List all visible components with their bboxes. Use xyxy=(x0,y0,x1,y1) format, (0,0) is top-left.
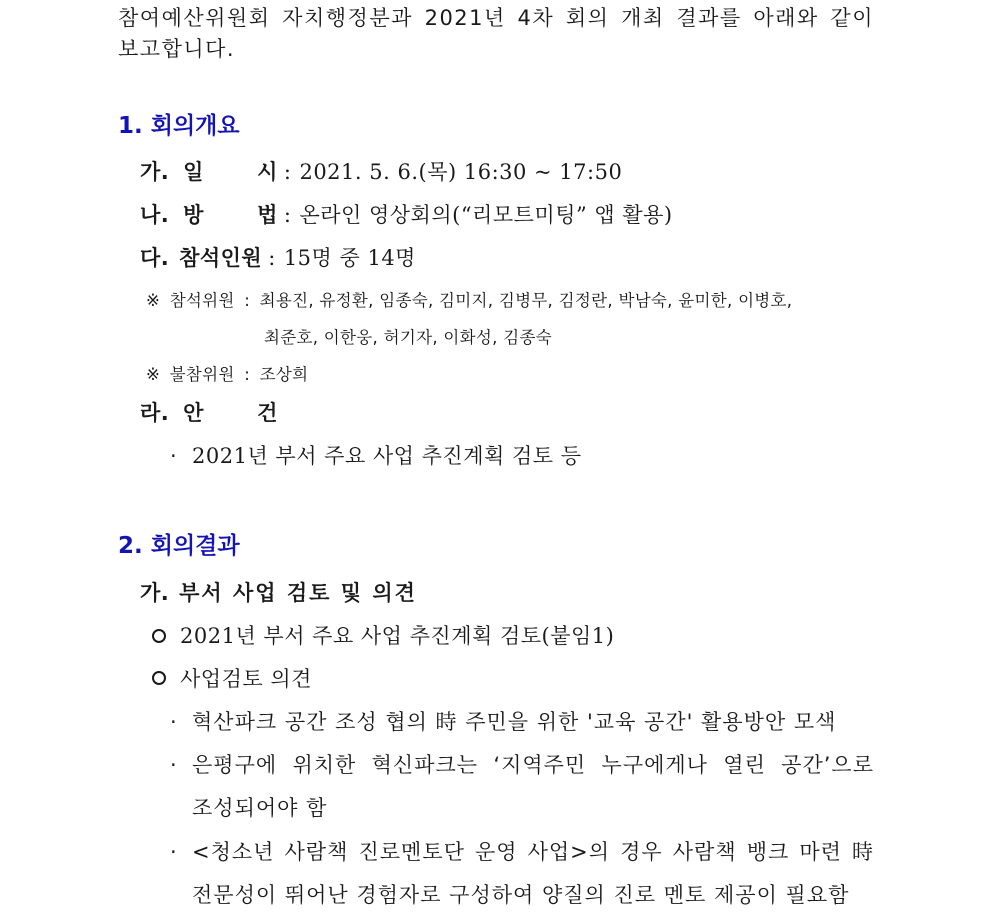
reference-mark-icon: ※ xyxy=(146,291,161,310)
item-marker: 라. xyxy=(140,401,170,425)
circle-bullet-icon xyxy=(152,671,166,685)
item-marker: 가. xyxy=(140,581,170,605)
opinion-text-line: 조성되어야 함 xyxy=(192,796,328,820)
overview-item-agenda xyxy=(140,399,278,427)
opinion-item xyxy=(170,708,836,736)
item-label-part: 일 xyxy=(183,160,204,184)
attendees-list-line-2: 최준호, 이한웅, 허기자, 이화성, 김종숙 xyxy=(264,328,552,347)
absentees-note xyxy=(146,361,308,389)
circle-item-text: 사업검토 의견 xyxy=(180,667,312,691)
item-label-part: 건 xyxy=(257,401,278,425)
circle-bullet-icon xyxy=(152,629,166,643)
item-label xyxy=(140,579,417,607)
circle-item xyxy=(152,665,312,693)
meeting-date-value: 2021. 5. 6.(목) 16:30 ~ 17:50 xyxy=(299,160,623,184)
opinion-item xyxy=(170,751,874,779)
opinion-text-line: 전문성이 뛰어난 경험자로 구성하여 양질의 진로 멘토 제공이 필요함 xyxy=(192,883,850,907)
section-heading-results: 2. 회의결과 xyxy=(118,533,240,559)
item-label-part: 법 xyxy=(257,203,278,227)
agenda-item xyxy=(170,442,582,470)
absentees-label: 불참위원 xyxy=(169,365,235,384)
opinion-text-line: 혁산파크 공간 조성 협의 時 주민을 위한 '교육 공간' 활용방안 모색 xyxy=(192,710,837,734)
attendance-value: 15명 중 14명 xyxy=(283,246,416,270)
meeting-method-value: 온라인 영상회의(“리모트미팅” 앱 활용) xyxy=(299,203,673,227)
attendees-list-line-1: 최용진, 유정환, 임종숙, 김미지, 김병무, 김정란, 박남숙, 윤미한, 이병호, xyxy=(259,291,793,310)
attendees-note xyxy=(146,287,792,315)
overview-item-attendance xyxy=(140,244,416,272)
bullet-icon: · xyxy=(170,444,178,468)
item-label-part: 시 xyxy=(257,160,278,184)
item-label xyxy=(140,399,278,427)
overview-item-date xyxy=(140,158,622,186)
item-marker: 나. xyxy=(140,203,170,227)
absentees-value: 조상희 xyxy=(259,365,309,384)
section-heading-overview: 1. 회의개요 xyxy=(118,113,240,139)
item-label-part: 참석인원 xyxy=(179,246,263,270)
reference-mark-icon: ※ xyxy=(146,365,161,384)
circle-item xyxy=(152,622,614,650)
item-marker: 가. xyxy=(140,160,170,184)
item-label-part: 방 xyxy=(183,203,204,227)
item-label-part: 안 xyxy=(183,401,204,425)
item-label xyxy=(140,201,278,229)
bullet-icon: · xyxy=(170,840,178,864)
colon: : xyxy=(244,365,251,384)
bullet-icon: · xyxy=(170,753,178,777)
colon: : xyxy=(283,160,292,184)
overview-item-method xyxy=(140,201,673,229)
intro-line-2: 보고합니다. xyxy=(118,37,236,61)
opinion-text-line: 은평구에 위치한 혁신파크는 ‘지역주민 누구에게나 열린 공간’으로 xyxy=(192,753,874,777)
opinion-item xyxy=(170,838,874,866)
subsection-title: 부서 사업 검토 및 의견 xyxy=(179,581,417,605)
intro-line-1: 참여예산위원회 자치행정분과 2021년 4차 회의 개최 결과를 아래와 같이 xyxy=(118,6,874,30)
attendees-label: 참석위원 xyxy=(169,291,235,310)
circle-item-text: 2021년 부서 주요 사업 추진계획 검토(붙임1) xyxy=(180,624,615,648)
item-label xyxy=(140,158,278,186)
colon: : xyxy=(244,291,251,310)
opinion-text-line: <청소년 사람책 진로멘토단 운영 사업>의 경우 사람책 뱅크 마련 時 xyxy=(192,840,874,864)
colon: : xyxy=(268,246,276,270)
bullet-icon: · xyxy=(170,710,178,734)
colon: : xyxy=(283,203,292,227)
item-label xyxy=(140,244,262,272)
agenda-item-text: 2021년 부서 주요 사업 추진계획 검토 등 xyxy=(192,444,582,468)
results-subsection xyxy=(140,579,417,607)
item-marker: 다. xyxy=(140,246,170,270)
